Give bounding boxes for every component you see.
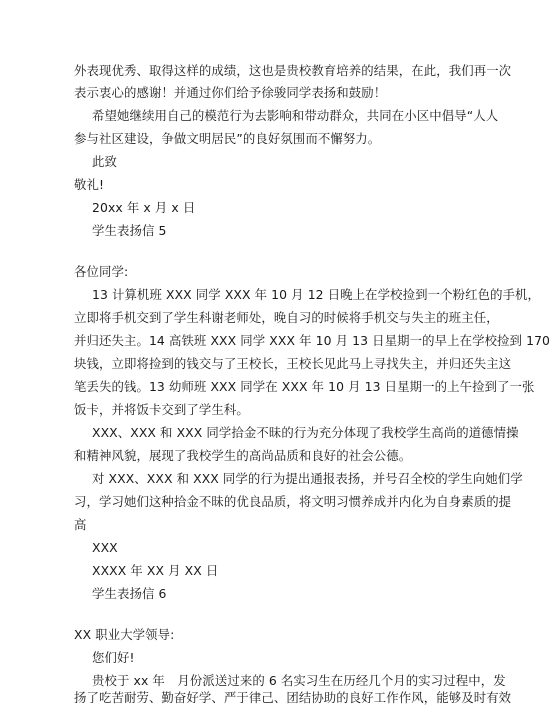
body-line: 和精神风貌，展现了我校学生的高尚品质和良好的社会公德。 <box>74 448 412 463</box>
date-line: 20xx 年 x 月 x 日 <box>92 200 196 215</box>
greeting-line: XX 职业大学领导: <box>74 627 175 642</box>
body-line: 表示衷心的感谢！并通过你们给予徐骏同学表扬和鼓励！ <box>74 85 387 100</box>
body-line: 高 <box>74 517 87 532</box>
body-line: 习，学习她们这种拾金不昧的优良品质，将文明习惯养成并内化为自身素质的提 <box>74 494 512 509</box>
closing-regards: 敬礼! <box>74 177 105 192</box>
body-paragraph-start: 13 计算机班 XXX 同学 XXX 年 10 月 12 日晚上在学校捡到一个粉红色的手机， <box>92 287 541 302</box>
salutation-line: 您们好! <box>92 650 135 665</box>
date-line: XXXX 年 XX 月 XX 日 <box>92 563 219 578</box>
body-paragraph-start: XXX、XXX 和 XXX 同学拾金不昧的行为充分体现了我校学生高尚的道德情操 <box>92 425 519 440</box>
body-line: 参与社区建设，争做文明居民”的良好氛围而不懈努力。 <box>74 131 381 146</box>
body-line: 外表现优秀、取得这样的成绩，这也是贵校教育培养的结果，在此，我们再一次 <box>74 63 512 78</box>
body-line: 扬了吃苦耐劳、勤奋好学、严于律己、团结协助的良好工作作风，能够及时有效 <box>74 690 512 705</box>
body-line: 笔丢失的钱。13 幼师班 XXX 同学在 XXX 年 10 月 13 日星期一的上午捡到了一张 <box>74 379 535 394</box>
body-paragraph-start: 对 XXX、XXX 和 XXX 同学的行为提出通报表扬，并号召全校的学生向她们学 <box>92 471 523 486</box>
body-paragraph-start: 希望她继续用自己的模范行为去影响和带动群众，共同在小区中倡导“人人 <box>92 108 499 123</box>
body-paragraph-start: 贵校于 xx 年 月份派送过来的 6 名实习生在历经几个月的实习过程中，发 <box>92 673 506 688</box>
body-line: 立即将手机交到了学生科谢老师处，晚自习的时候将手机交与失主的班主任， <box>74 310 499 325</box>
greeting-line: 各位同学: <box>74 264 129 279</box>
body-line: 并归还失主。14 高铁班 XXX 同学 XXX 年 10 月 13 日星期一的早上在学校捡到 170 <box>74 333 550 348</box>
closing-salutation: 此致 <box>92 154 117 169</box>
body-line: 饭卡，并将饭卡交到了学生科。 <box>74 402 249 417</box>
section-title: 学生表扬信 5 <box>92 223 167 238</box>
body-line: 块钱，立即将捡到的钱交与了王校长，王校长见此马上寻找失主，并归还失主这 <box>74 356 512 371</box>
signature-line: XXX <box>92 540 118 555</box>
section-title: 学生表扬信 6 <box>92 586 167 601</box>
